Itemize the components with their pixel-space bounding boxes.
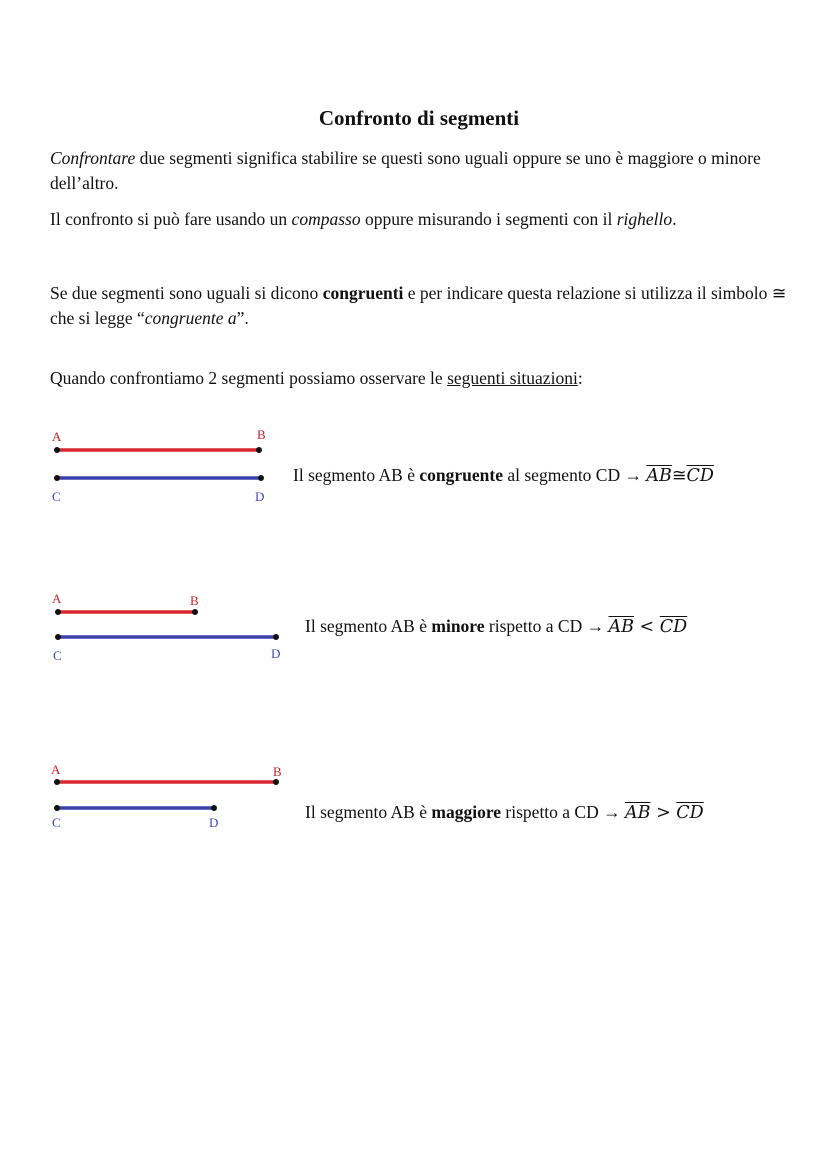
label-c: C: [53, 648, 62, 663]
math-relation-minor: $\overline{AB} < \overline{CD}$: [608, 617, 688, 637]
label-a: A: [52, 591, 62, 606]
figure-congruent-segments: [0, 420, 300, 510]
endpoint-c: [54, 475, 60, 481]
math-relation-congruent: $\overline{AB}≅\overline{CD}$: [646, 466, 714, 486]
label-b: B: [190, 593, 199, 608]
figure-major-segments: [0, 755, 300, 835]
term-compasso: compasso: [291, 209, 361, 229]
endpoint-d: [273, 634, 279, 640]
endpoint-a: [55, 609, 61, 615]
statement-major: Il segmento AB è maggiore rispetto a CD → $\overline{AB} > \overline{CD}$: [305, 802, 704, 823]
term-seguenti-situazioni: seguenti situazioni: [447, 368, 578, 388]
math-relation-major: $\overline{AB} > \overline{CD}$: [625, 803, 704, 823]
label-b: B: [273, 764, 282, 779]
endpoint-d: [211, 805, 217, 811]
label-d: D: [271, 646, 281, 661]
label-a: A: [52, 429, 62, 444]
term-congruenti: congruenti: [322, 283, 404, 303]
endpoint-c: [55, 634, 61, 640]
term-confrontare: Confrontare: [50, 148, 136, 168]
statement-congruent: Il segmento AB è congruente al segmento CD → $\overline{AB}≅\overline{CD}$: [293, 465, 714, 486]
paragraph-situations: Quando confrontiamo 2 segmenti possiamo osservare le seguenti situazioni:: [50, 368, 583, 388]
endpoint-a: [54, 447, 60, 453]
endpoint-d: [258, 475, 264, 481]
term-congruente-a: congruente a: [144, 308, 237, 328]
endpoint-b: [273, 779, 279, 785]
label-c: C: [52, 815, 61, 830]
label-b: B: [257, 427, 266, 442]
term-righello: righello: [616, 209, 673, 229]
label-a: A: [51, 762, 61, 777]
paragraph-tools: Il confronto si può fare usando un compasso oppure misurando i segmenti con il righello.: [50, 209, 677, 229]
endpoint-c: [54, 805, 60, 811]
figure-minor-segments: [0, 585, 300, 665]
paragraph-definition: Confrontare due segmenti significa stabilire se questi sono uguali oppure se uno è maggiore o minore dell’altro.: [50, 148, 761, 193]
endpoint-b: [256, 447, 262, 453]
page-title: Confronto di segmenti: [318, 106, 520, 130]
label-c: C: [52, 489, 61, 504]
endpoint-b: [192, 609, 198, 615]
label-d: D: [255, 489, 265, 504]
label-d: D: [209, 815, 219, 830]
endpoint-a: [54, 779, 60, 785]
paragraph-congruence: Se due segmenti sono uguali si dicono congruenti e per indicare questa relazione si utilizza il simbolo ≅ che si legge “congruente a”.: [50, 283, 787, 328]
statement-minor: Il segmento AB è minore rispetto a CD → $\overline{AB} < \overline{CD}$: [305, 616, 688, 637]
